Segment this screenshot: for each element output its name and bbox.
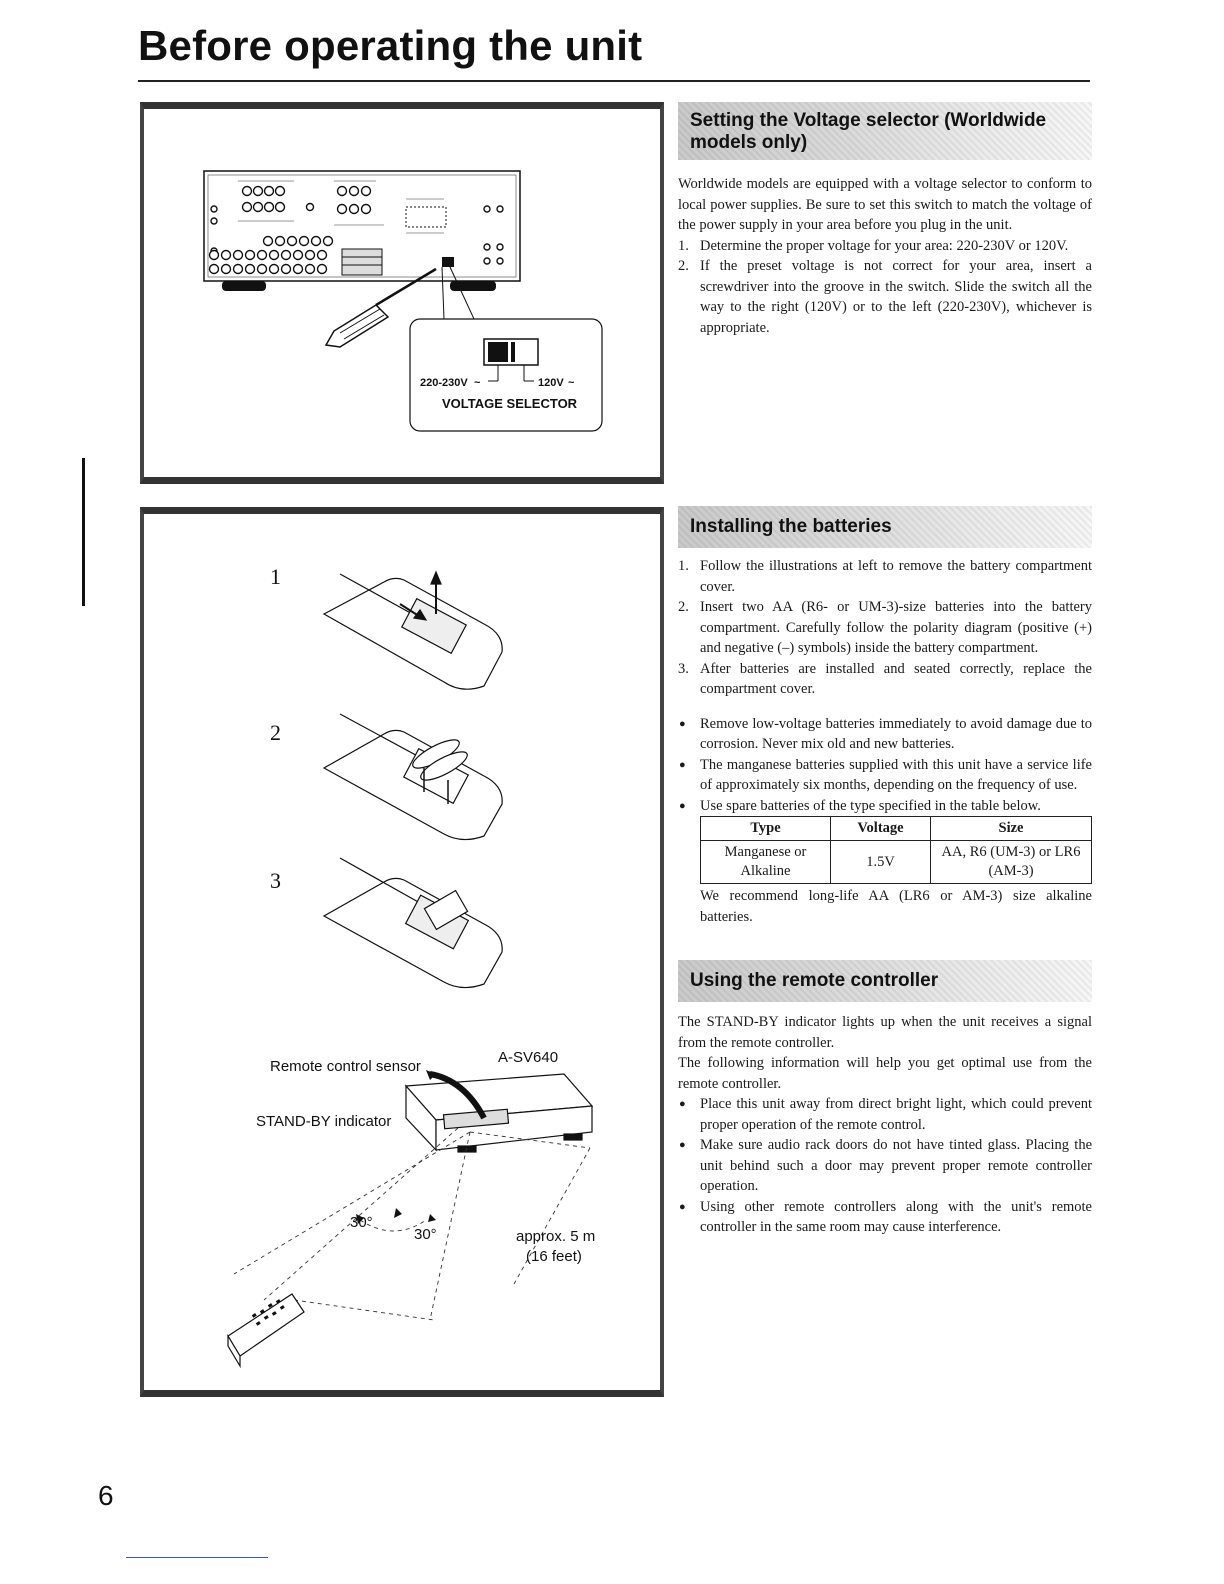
margin-change-bar — [82, 458, 85, 606]
step-number: 2. — [678, 599, 689, 615]
table-header-voltage: Voltage — [831, 817, 931, 841]
step-text: Follow the illustrations at left to remove the battery compartment cover. — [700, 558, 1092, 595]
battery-recommendation: We recommend long-life AA (LR6 or AM-3) size alkaline batteries. — [700, 888, 1092, 925]
batteries-section-header — [678, 506, 1092, 548]
step-number: 1. — [678, 558, 689, 574]
list-item: ● Make sure audio rack doors do not have tinted glass. Placing the unit behind such a door may prevent proper remote controller operation. — [678, 1135, 1092, 1197]
battery-spec-table — [700, 816, 1092, 884]
list-item — [678, 256, 1092, 338]
voltage-selector-figure — [140, 102, 664, 484]
remote-section-heading: Using the remote controller — [690, 970, 939, 991]
ac-symbol-right: ~ — [568, 377, 575, 389]
distance-label: approx. 5 m — [516, 1228, 596, 1245]
receiver-icon — [406, 1074, 592, 1152]
step-number: 3. — [678, 660, 689, 677]
step-number-3: 3 — [270, 868, 281, 893]
remote-handset-icon — [228, 1294, 304, 1366]
list-item: ● The manganese batteries supplied with this unit have a service life of approximately six months, depending on the frequency of use. — [678, 755, 1092, 796]
voltage-selector-caption: VOLTAGE SELECTOR — [442, 396, 578, 411]
remote-intro-2: The following information will help you get optimal use from the remote controller. — [678, 1055, 1092, 1092]
page-number: 6 — [98, 1480, 114, 1511]
step-number: 2. — [678, 258, 689, 274]
footer-rule — [126, 1557, 268, 1558]
table-header-row — [701, 817, 1092, 841]
step-text: Determine the proper voltage for your area: 220-230V or 120V. — [700, 237, 1069, 254]
model-label: A-SV640 — [498, 1049, 559, 1066]
remote-intro-1: The STAND-BY indicator lights up when the unit receives a signal from the remote controller. — [678, 1014, 1092, 1051]
remote-step-1-icon — [324, 572, 502, 689]
label-220-230v: 220-230V — [420, 377, 468, 389]
voltage-section-heading: Setting the Voltage selector (Worldwide models only) — [690, 110, 1047, 153]
list-item: ● Remove low-voltage batteries immediately to avoid damage due to corrosion. Never mix old and new batteries. — [678, 714, 1092, 755]
batteries-section — [678, 506, 1092, 927]
voltage-intro: Worldwide models are equipped with a voltage selector to conform to local power supplies. Be sure to set this switch to match the voltage of the power supply in your area before you plug in the unit. — [678, 176, 1092, 233]
remote-sensor-label: Remote control sensor — [270, 1058, 421, 1075]
step-text: After batteries are installed and seated correctly, replace the compartment cover. — [700, 660, 1092, 697]
remote-notes — [678, 1094, 1092, 1238]
voltage-callout-box — [410, 319, 602, 431]
remote-section-header — [678, 960, 1092, 1002]
step-number: 1. — [678, 237, 689, 254]
voltage-steps — [678, 236, 1092, 339]
distance-feet-label: (16 feet) — [526, 1248, 582, 1265]
range-lines — [234, 1128, 590, 1320]
table-cell-voltage: 1.5V — [831, 841, 931, 884]
label-120v: 120V — [538, 377, 564, 389]
step-number-1: 1 — [270, 564, 281, 589]
batteries-remote-figure — [140, 507, 664, 1397]
table-header-type: Type — [701, 817, 831, 841]
list-item — [678, 236, 1092, 257]
list-item: ● Using other remote controllers along with the unit's remote controller in the same room may cause interference. — [678, 1197, 1092, 1238]
table-row — [701, 841, 1092, 884]
foot-left — [222, 281, 266, 291]
batteries-remote-illustration — [144, 514, 660, 1390]
step-number-2: 2 — [270, 720, 281, 745]
list-item — [678, 556, 1092, 597]
list-item — [678, 659, 1092, 700]
ac-symbol-left: ~ — [474, 377, 481, 389]
voltage-section — [678, 102, 1092, 338]
batteries-section-heading: Installing the batteries — [690, 516, 892, 537]
remote-step-2-icon — [324, 714, 502, 840]
remote-step-3-icon — [324, 858, 502, 988]
rear-panel-illustration — [144, 109, 660, 477]
table-cell-type: Manganese or Alkaline — [701, 841, 831, 884]
step-text: If the preset voltage is not correct for your area, insert a screwdriver into the groove in the switch. Slide the switch all the way to the right (120V) or to the left (220-230V), whichever is appropriate. — [700, 258, 1092, 336]
table-header-size: Size — [931, 817, 1092, 841]
battery-steps — [678, 556, 1092, 700]
table-cell-size: AA, R6 (UM-3) or LR6 (AM-3) — [931, 841, 1092, 884]
list-item: ● Use spare batteries of the type specified in the table below. — [678, 796, 1092, 817]
step-text: Insert two AA (R6- or UM-3)-size batteries into the battery compartment. Carefully follow the polarity diagram (positive (+) and negative (–) symbols) inside the battery compartment. — [700, 599, 1092, 656]
panel-voltage-switch — [442, 257, 454, 267]
voltage-section-header — [678, 102, 1092, 160]
list-item: ● Place this unit away from direct bright light, which could prevent proper operation of the remote control. — [678, 1094, 1092, 1135]
angle-left-label: 30° — [350, 1214, 373, 1231]
angle-right-label: 30° — [414, 1226, 437, 1243]
title-rule — [138, 80, 1090, 82]
standby-indicator-label: STAND-BY indicator — [256, 1113, 392, 1130]
list-item — [678, 597, 1092, 659]
battery-notes — [678, 714, 1092, 817]
page-title: Before operating the unit — [138, 22, 643, 69]
remote-section — [678, 960, 1092, 1238]
